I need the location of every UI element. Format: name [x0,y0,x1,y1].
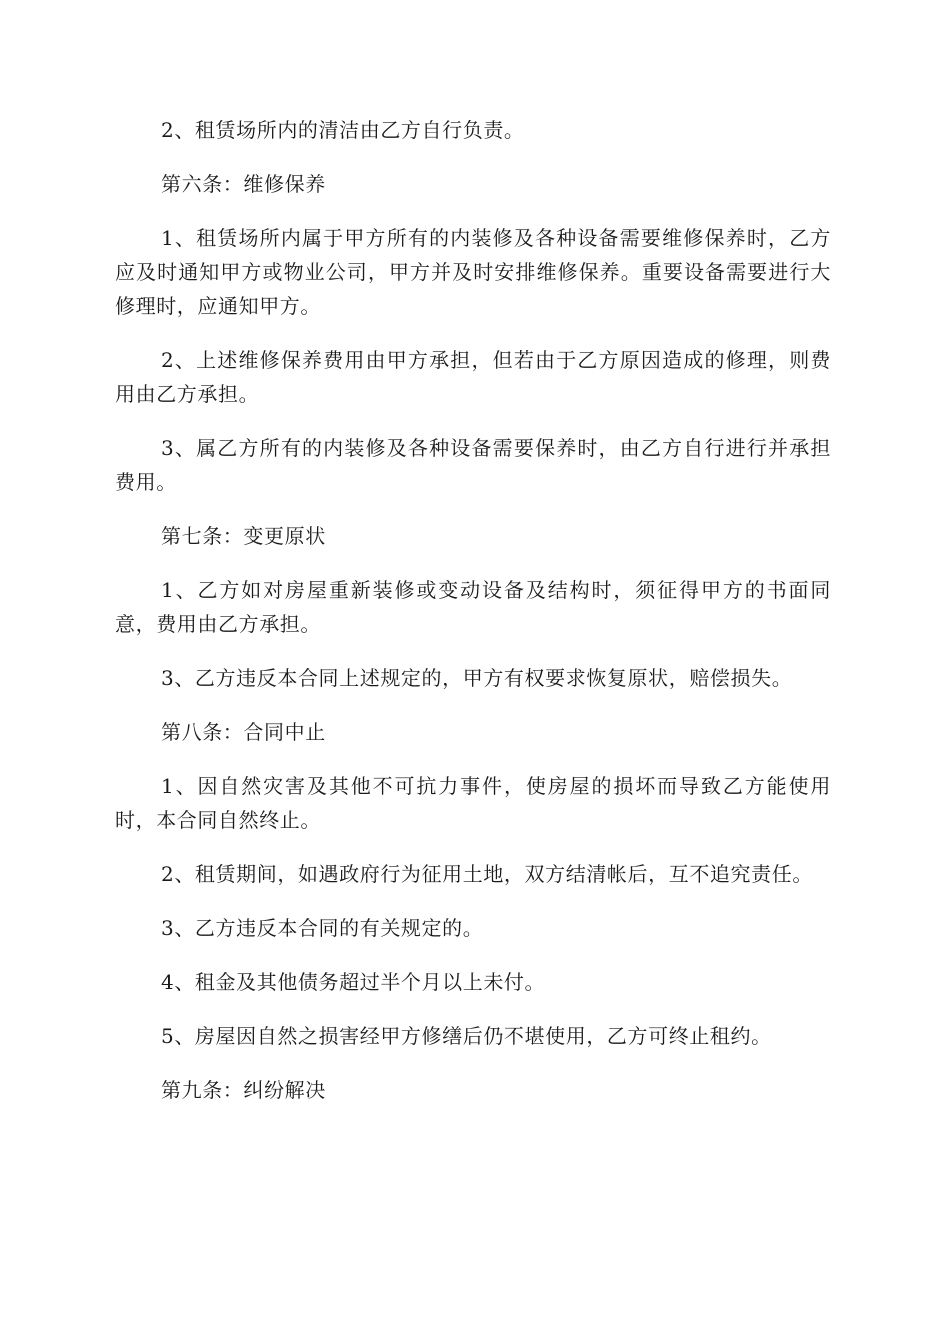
paragraph-alteration-1: 1、乙方如对房屋重新装修或变动设备及结构时，须征得甲方的书面同意，费用由乙方承担。 [115,578,831,636]
document-body [115,113,831,1127]
paragraph-termination-3: 3、乙方违反本合同的有关规定的。 [161,916,484,940]
paragraph-termination-2: 2、租赁期间，如遇政府行为征用土地，双方结清帐后，互不追究责任。 [161,862,813,886]
paragraph-maintenance-2: 2、上述维修保养费用由甲方承担，但若由于乙方原因造成的修理，则费用由乙方承担。 [115,348,831,406]
paragraph-cleaning: 2、租赁场所内的清洁由乙方自行负责。 [161,118,525,142]
heading-article-7: 第七条：变更原状 [161,524,326,548]
heading-article-9: 第九条：纠纷解决 [161,1078,326,1102]
heading-article-8: 第八条：合同中止 [161,720,326,744]
paragraph-maintenance-1: 1、租赁场所内属于甲方所有的内装修及各种设备需要维修保养时，乙方应及时通知甲方或物业公司，甲方并及时安排维修保养。重要设备需要进行大修理时，应通知甲方。 [115,226,831,318]
heading-article-6: 第六条：维修保养 [161,172,326,196]
paragraph-termination-5: 5、房屋因自然之损害经甲方修缮后仍不堪使用，乙方可终止租约。 [161,1024,772,1048]
paragraph-termination-1: 1、因自然灾害及其他不可抗力事件，使房屋的损坏而导致乙方能使用时，本合同自然终止。 [115,774,831,832]
paragraph-termination-4: 4、租金及其他债务超过半个月以上未付。 [161,970,546,994]
paragraph-alteration-3: 3、乙方违反本合同上述规定的，甲方有权要求恢复原状，赔偿损失。 [161,666,793,690]
paragraph-maintenance-3: 3、属乙方所有的内装修及各种设备需要保养时，由乙方自行进行并承担费用。 [115,436,831,494]
